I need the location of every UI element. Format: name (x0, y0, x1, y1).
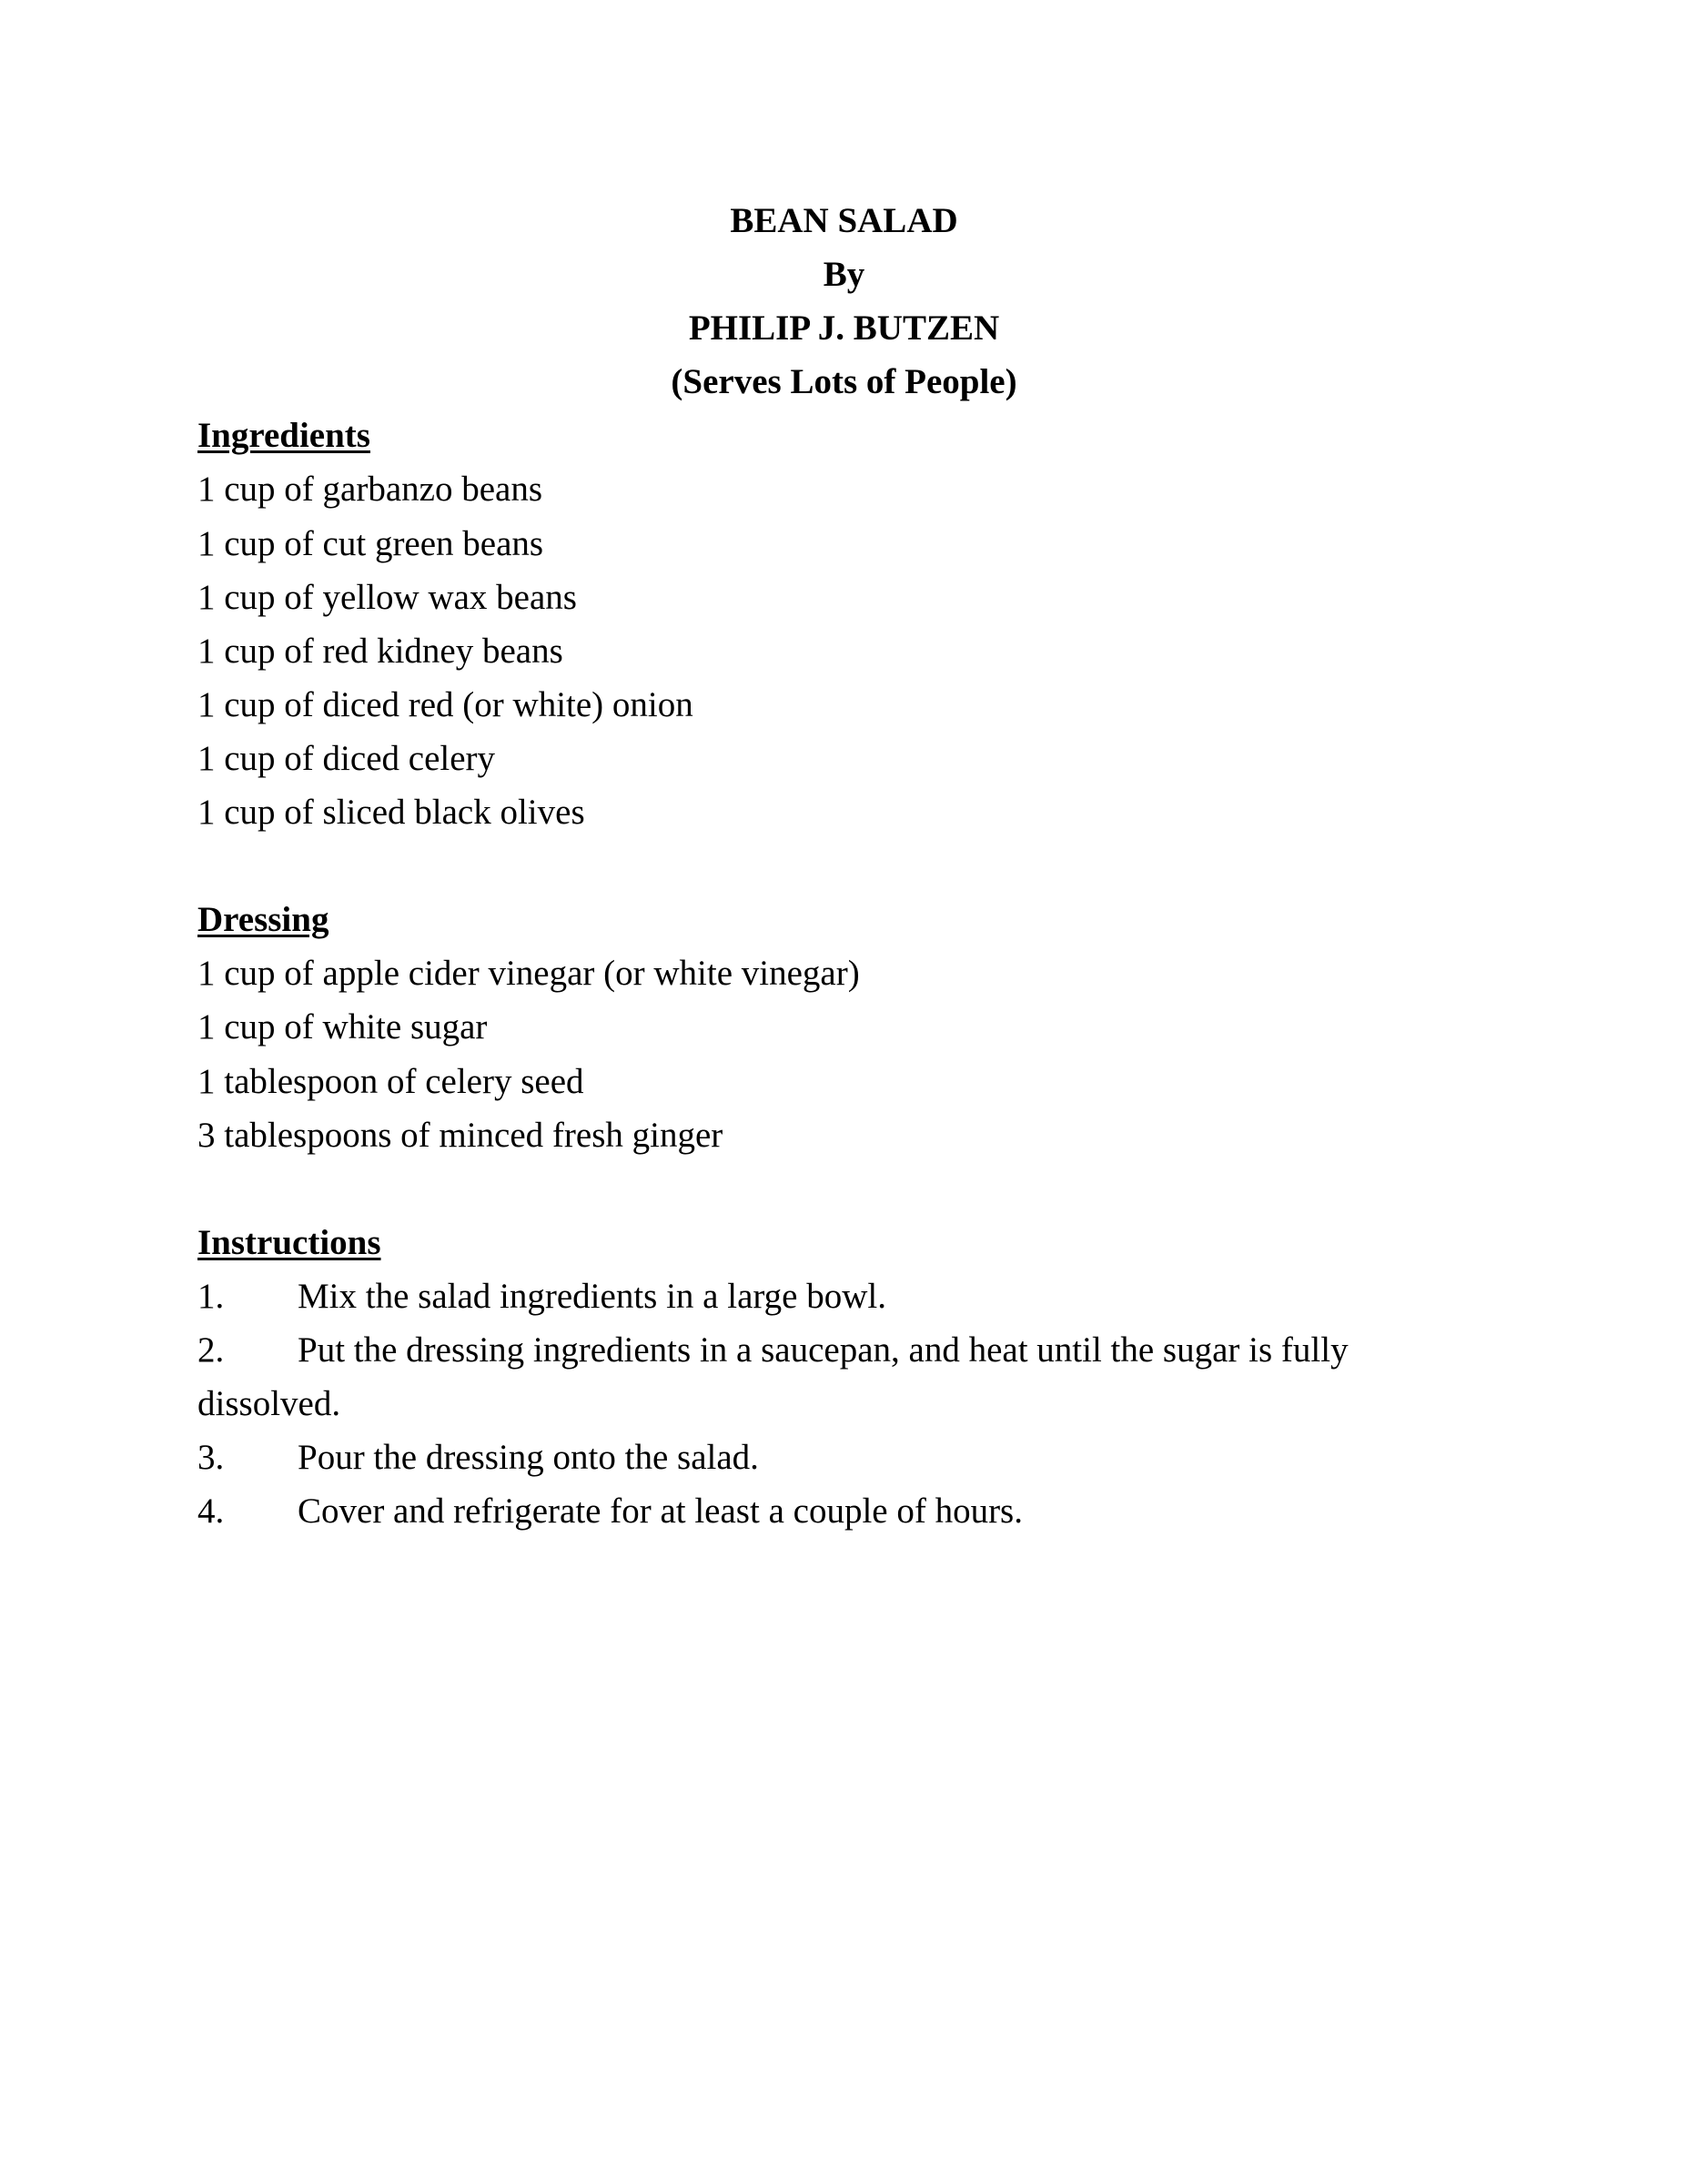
ingredient-item: 1 cup of sliced black olives (197, 793, 585, 833)
step-number: 2. (197, 1330, 225, 1370)
recipe-title: BEAN SALAD (730, 201, 958, 240)
step-text: Mix the salad ingredients in a large bowl. (298, 1276, 886, 1316)
step-continuation: dissolved. (197, 1384, 341, 1424)
step-text: Pour the dressing onto the salad. (298, 1438, 759, 1478)
step-number: 3. (197, 1438, 225, 1478)
dressing-item: 1 cup of apple cider vinegar (or white vinegar) (197, 954, 860, 994)
ingredient-item: 1 cup of diced red (or white) onion (197, 684, 693, 724)
step-text: Cover and refrigerate for at least a couple of hours. (298, 1491, 1023, 1532)
step-text: Put the dressing ingredients in a saucepan, and heat until the sugar is fully (298, 1330, 1349, 1370)
instruction-step (197, 1323, 1490, 1377)
document-body (197, 194, 1490, 1538)
ingredient-item: 1 cup of garbanzo beans (197, 470, 543, 510)
instructions-heading: Instructions (197, 1222, 381, 1262)
dressing-item: 1 cup of white sugar (197, 1007, 488, 1047)
author-name: PHILIP J. BUTZEN (688, 308, 1000, 349)
spacer (197, 1162, 1490, 1216)
instructions-section (197, 1216, 1490, 1539)
dressing-section (197, 893, 1490, 1161)
instruction-step (197, 1484, 1490, 1538)
serves-note: (Serves Lots of People) (671, 362, 1017, 402)
instruction-step (197, 1269, 1490, 1323)
ingredients-heading: Ingredients (197, 416, 370, 456)
ingredients-section (197, 409, 1490, 839)
ingredient-item: 1 cup of diced celery (197, 738, 496, 778)
dressing-item: 1 tablespoon of celery seed (197, 1061, 584, 1101)
dressing-item: 3 tablespoons of minced fresh ginger (197, 1115, 723, 1155)
title-block (0, 194, 1688, 409)
step-number: 4. (197, 1491, 225, 1532)
step-number: 1. (197, 1276, 225, 1316)
ingredient-item: 1 cup of cut green beans (197, 523, 544, 563)
byline: By (823, 255, 865, 295)
instruction-step (197, 1431, 1490, 1484)
ingredient-item: 1 cup of yellow wax beans (197, 577, 577, 617)
ingredient-item: 1 cup of red kidney beans (197, 631, 563, 671)
spacer (197, 839, 1490, 893)
dressing-heading: Dressing (197, 900, 329, 940)
